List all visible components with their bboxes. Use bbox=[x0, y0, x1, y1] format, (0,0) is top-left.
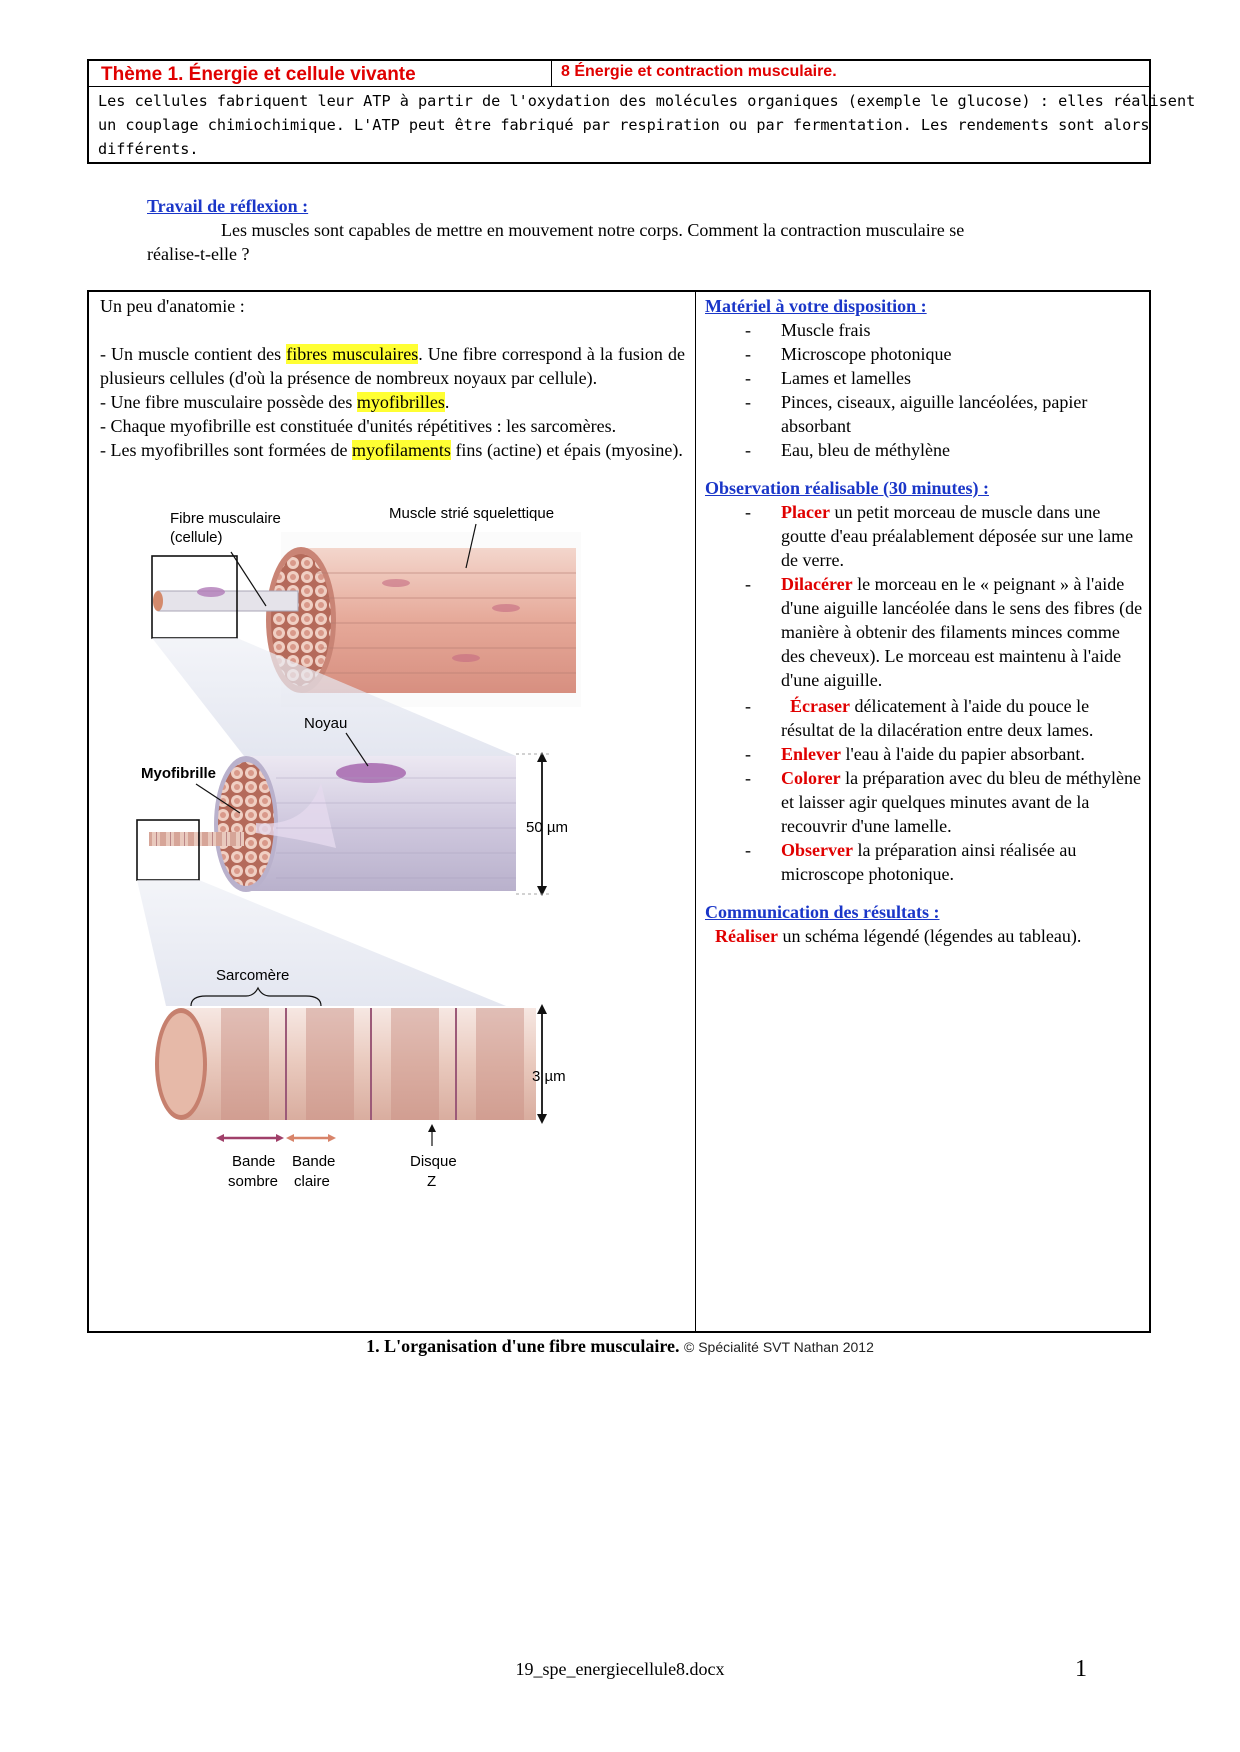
material-item: - Lames et lamelles bbox=[745, 368, 911, 388]
observation-step: - Observer la préparation ainsi réalisée au microscope photonique. bbox=[745, 840, 1077, 884]
material-item: - Eau, bleu de méthylène bbox=[745, 440, 950, 460]
material-list bbox=[705, 318, 1145, 462]
label-disque-2: Z bbox=[427, 1173, 437, 1190]
intro-line: Les cellules fabriquent leur ATP à partir de l'oxydation des molécules organiques (exemple le glucose) : elles réalisent bbox=[98, 92, 1196, 110]
reflection-title: Travail de réflexion : bbox=[147, 196, 309, 216]
fiber-panel bbox=[137, 715, 568, 1006]
anatomy-paragraph: - Les myofibrilles sont formées de myofilaments fins (actine) et épais (myosine). bbox=[100, 440, 683, 460]
label-cellule: (cellule) bbox=[170, 529, 223, 546]
label-myofibrille: Myofibrille bbox=[141, 765, 217, 782]
muscle-panel bbox=[152, 505, 581, 756]
intro-text bbox=[89, 86, 1196, 162]
header-table bbox=[87, 59, 1196, 164]
reflection-question: Les muscles sont capables de mettre en mouvement notre corps. Comment la contraction musculaire se bbox=[221, 220, 965, 240]
observation-steps bbox=[705, 500, 1145, 886]
page-number: 1 bbox=[1075, 1656, 1087, 1682]
observation-step: - Placer un petit morceau de muscle dans une goutte d'eau préalablement déposée sur une lame de verre. bbox=[745, 502, 1134, 570]
intro-line: différents. bbox=[98, 140, 199, 158]
label-bande-claire-1: Bande bbox=[292, 1153, 336, 1170]
intro-line: un couplage chimiochimique. L'ATP peut être fabriqué par respiration ou par fermentation. Les rendements sont alors bbox=[98, 116, 1150, 134]
label-bande-claire-2: claire bbox=[294, 1173, 330, 1190]
observation-step: - Écraser délicatement à l'aide du pouce le résultat de la dilacération entre deux lames. bbox=[745, 696, 1094, 740]
communication-title: Communication des résultats : bbox=[705, 902, 940, 922]
highlight-myofilaments: myofilaments bbox=[351, 440, 451, 460]
label-scale-3: 3 µm bbox=[532, 1068, 566, 1085]
material-item: - Microscope photonique bbox=[745, 344, 952, 364]
nucleus-shape bbox=[336, 763, 406, 783]
reflection-question-end: réalise-t-elle ? bbox=[147, 244, 250, 264]
chapter-title: 8 Énergie et contraction musculaire. bbox=[561, 63, 837, 80]
anatomy-paragraph: - Un muscle contient des fibres musculaires. Une fibre correspond à la fusion de plusieurs cellules (d'où la présence de nombreux noyaux par cellule). bbox=[100, 344, 685, 388]
label-bande-sombre-2: sombre bbox=[228, 1173, 279, 1190]
material-item: - Pinces, ciseaux, aiguille lancéolées, papier absorbant bbox=[745, 392, 1088, 436]
material-title: Matériel à votre disposition : bbox=[705, 296, 927, 316]
muscle-fiber-figure bbox=[141, 505, 636, 1334]
observation-step: - Dilacérer le morceau en le « peignant » à l'aide d'une aiguille lancéolée dans le sens des fibres (de manière à obtenir des filaments minces comme des cheveux). Le morceau est maintenu à l'aide d'une aiguille. bbox=[745, 574, 1143, 690]
anatomy-paragraph: - Chaque myofibrille est constituée d'unités répétitives : les sarcomères. bbox=[100, 416, 617, 436]
label-bande-sombre-1: Bande bbox=[232, 1153, 276, 1170]
observation-step: - Enlever l'eau à l'aide du papier absorbant. bbox=[745, 744, 1085, 764]
label-muscle: Muscle strié squelettique bbox=[389, 505, 555, 522]
highlight-fibres: fibres musculaires bbox=[286, 344, 419, 364]
theme-title: Thème 1. Énergie et cellule vivante bbox=[89, 61, 552, 86]
highlight-myofibrilles: myofibrilles bbox=[356, 392, 445, 412]
footer-filename: 19_spe_energiecellule8.docx bbox=[515, 1659, 725, 1679]
label-fibre: Fibre musculaire bbox=[170, 510, 281, 527]
protocol-column bbox=[705, 294, 1145, 948]
communication-text: Réaliser un schéma légendé (légendes au tableau). bbox=[715, 926, 1082, 946]
anatomy-paragraph: - Une fibre musculaire possède des myofibrilles. bbox=[100, 392, 450, 412]
observation-step: - Colorer la préparation avec du bleu de méthylène et laisser agir quelques minutes avant de la recouvrir d'une lamelle. bbox=[745, 768, 1142, 836]
figure-caption: 1. L'organisation d'une fibre musculaire. © Spécialité SVT Nathan 2012 bbox=[366, 1336, 874, 1356]
label-sarcomere: Sarcomère bbox=[216, 967, 290, 984]
label-disque-1: Disque bbox=[410, 1153, 457, 1170]
anatomy-column bbox=[100, 294, 685, 462]
material-item: - Muscle frais bbox=[745, 320, 871, 340]
label-scale-50: 50 µm bbox=[526, 819, 568, 836]
anatomy-title: Un peu d'anatomie : bbox=[100, 296, 245, 316]
label-noyau: Noyau bbox=[304, 715, 348, 732]
observation-title: Observation réalisable (30 minutes) : bbox=[705, 478, 989, 498]
